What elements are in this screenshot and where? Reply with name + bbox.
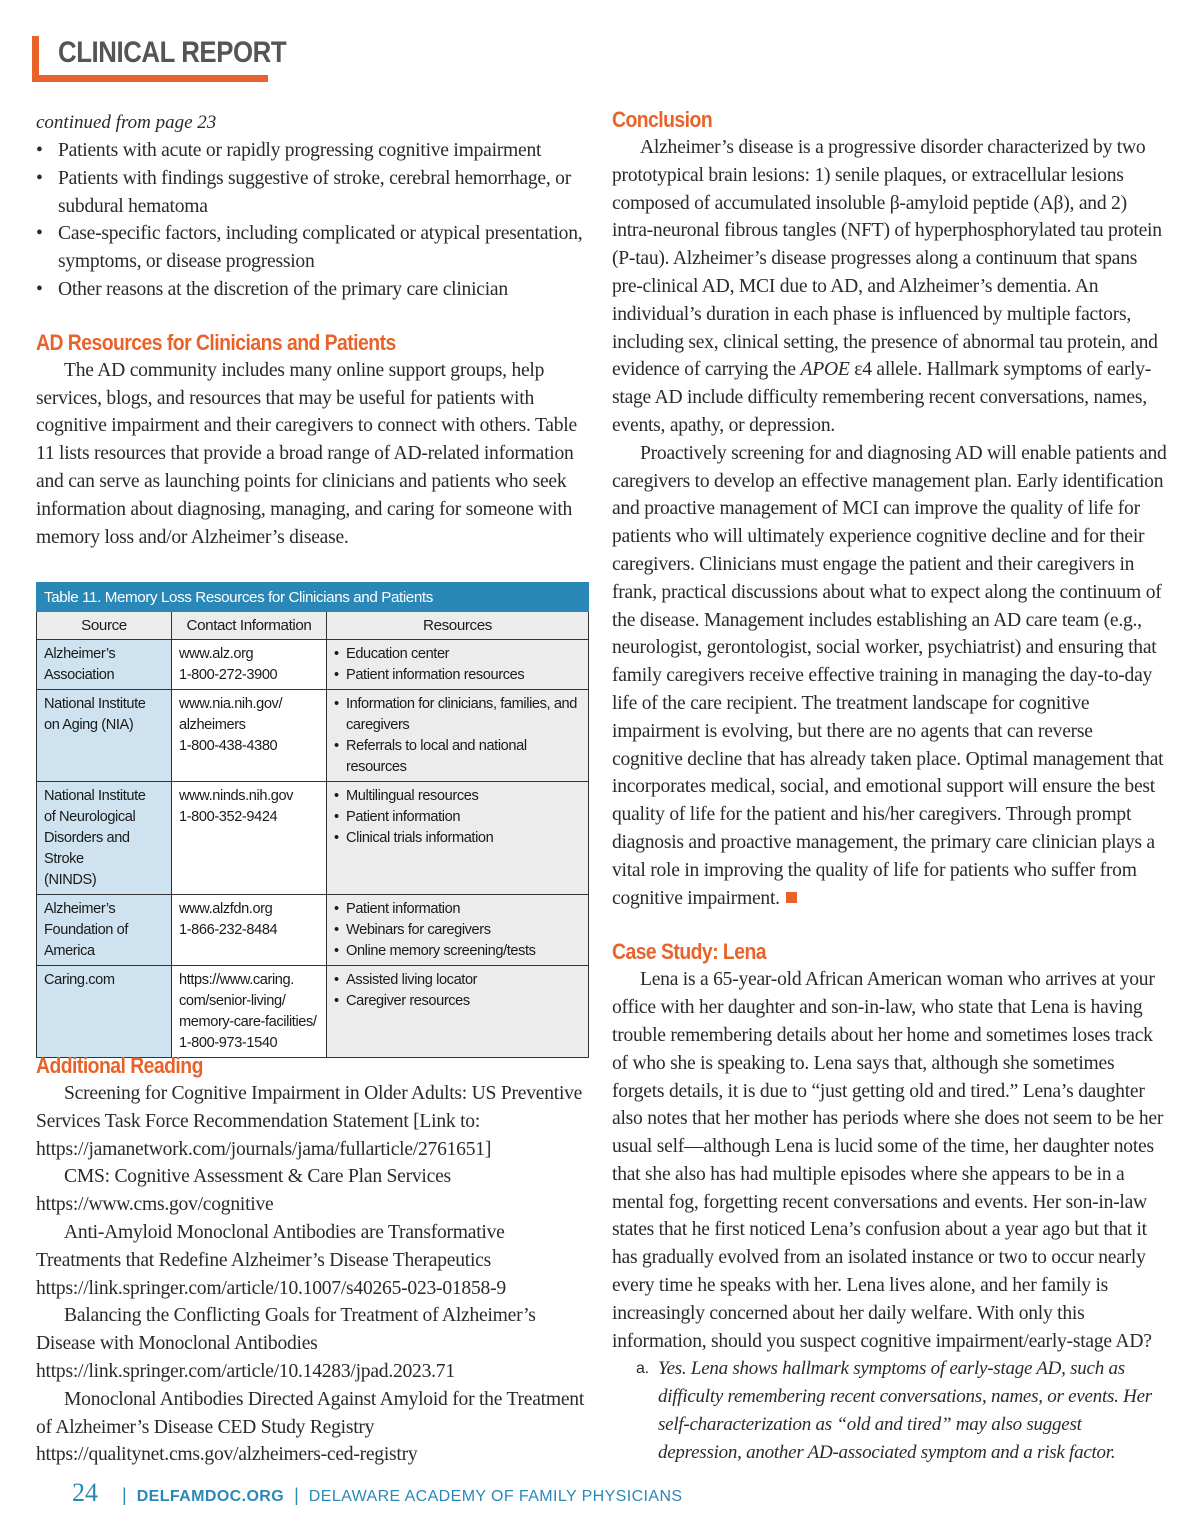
resources-cell bbox=[327, 640, 589, 690]
reading-item: Anti-Amyloid Monoclonal Antibodies are Transformative Treatments that Redefine Alzheimer’s Disease Therapeutics https://link.springer.com/article/10.1007/s40265-023-01858-9 bbox=[36, 1221, 506, 1299]
list-item: • Patients with findings suggestive of stroke, cerebral hemorrhage, or subdural hematoma bbox=[36, 165, 592, 221]
website-link[interactable]: www.ninds.nih.gov bbox=[179, 788, 294, 804]
conclusion-text-end: ε4 allele. Hallmark symptoms of early-stage AD include difficulty remembering recent conversations, names, events, apathy, or depression. bbox=[612, 359, 1152, 436]
source-cell bbox=[37, 895, 172, 966]
source-line: America bbox=[44, 943, 95, 959]
website-link[interactable]: memory-care-facilities/ bbox=[179, 1014, 317, 1030]
continued-note: continued from page 23 bbox=[36, 112, 217, 133]
contact-cell bbox=[172, 690, 327, 782]
source-line: (NINDS) bbox=[44, 872, 97, 888]
column-header-resources: Resources bbox=[327, 612, 589, 640]
reading-item: Balancing the Conflicting Goals for Treatment of Alzheimer’s Disease with Monoclonal Antibodies https://link.springer.com/article/10.14283/jpad.2023.71 bbox=[36, 1305, 536, 1382]
source-line: Alzheimer’s bbox=[44, 901, 116, 917]
source-cell bbox=[37, 640, 172, 690]
phone-number: 1-800-973-1540 bbox=[179, 1035, 278, 1051]
right-column bbox=[612, 106, 1168, 1467]
resource-item: • Patient information resources bbox=[334, 665, 582, 686]
source-line: Caring.com bbox=[44, 972, 115, 988]
table-row bbox=[37, 966, 589, 1058]
reading-item: Screening for Cognitive Impairment in Older Adults: US Preventive Services Task Force Recommendation Statement [Link to: https://jamanetwork.com/journals/jama/fullarticle/2761651] bbox=[36, 1083, 583, 1160]
resource-item: • Education center bbox=[334, 644, 582, 665]
case-study-heading: Case Study: Lena bbox=[612, 939, 767, 965]
phone-number: 1-866-232-8484 bbox=[179, 922, 278, 938]
report-header bbox=[32, 36, 287, 82]
reading-item: CMS: Cognitive Assessment & Care Plan Services https://www.cms.gov/cognitive bbox=[36, 1166, 451, 1216]
table-row bbox=[37, 640, 589, 690]
source-line: on Aging (NIA) bbox=[44, 717, 134, 733]
end-mark-icon bbox=[786, 892, 797, 903]
phone-number: 1-800-438-4380 bbox=[179, 738, 278, 754]
additional-reading-section bbox=[36, 1052, 592, 1469]
additional-reading-heading: Additional Reading bbox=[36, 1053, 203, 1078]
footer-site-link[interactable]: DELFAMDOC.ORG bbox=[136, 1488, 285, 1505]
source-line: National Institute bbox=[44, 696, 146, 712]
footer-divider: | bbox=[122, 1485, 127, 1505]
phone-number: 1-800-272-3900 bbox=[179, 667, 278, 683]
resource-item: • Referrals to local and national resources bbox=[334, 736, 582, 778]
table-caption: Table 11. Memory Loss Resources for Clinicians and Patients bbox=[37, 583, 589, 612]
website-link[interactable]: https://www.caring. bbox=[179, 972, 294, 988]
conclusion-paragraph-2 bbox=[612, 440, 1168, 913]
resource-item: • Webinars for caregivers bbox=[334, 920, 582, 941]
ad-resources-heading: AD Resources for Clinicians and Patients bbox=[36, 329, 396, 355]
footer-org-name: DELAWARE ACADEMY OF FAMILY PHYSICIANS bbox=[308, 1488, 683, 1505]
source-cell bbox=[37, 966, 172, 1058]
table-row bbox=[37, 895, 589, 966]
resources-table bbox=[36, 582, 589, 1058]
resource-item: • Multilingual resources bbox=[334, 786, 582, 807]
resource-item: • Assisted living locator bbox=[334, 970, 582, 991]
list-item: • Patients with acute or rapidly progressing cognitive impairment bbox=[36, 137, 592, 165]
resource-item: • Information for clinicians, families, and caregivers bbox=[334, 694, 582, 736]
source-line: Foundation of bbox=[44, 922, 129, 938]
resource-item: • Clinical trials information bbox=[334, 828, 582, 849]
website-link[interactable]: www.alzfdn.org bbox=[179, 901, 273, 917]
list-item: • Case-specific factors, including complicated or atypical presentation, symptoms, or disease progression bbox=[36, 220, 592, 276]
resources-cell bbox=[327, 895, 589, 966]
column-header-contact: Contact Information bbox=[172, 612, 327, 640]
reading-item: Monoclonal Antibodies Directed Against Amyloid for the Treatment of Alzheimer’s Disease CED Study Registry https://qualitynet.cms.gov/alzheimers-ced-registry bbox=[36, 1388, 585, 1466]
contact-cell bbox=[172, 966, 327, 1058]
page-footer bbox=[72, 1478, 683, 1508]
contact-cell bbox=[172, 640, 327, 690]
website-link[interactable]: com/senior-living/ bbox=[179, 993, 286, 1009]
left-column bbox=[36, 110, 592, 551]
source-cell bbox=[37, 690, 172, 782]
section-title: CLINICAL REPORT bbox=[58, 36, 287, 69]
answer-marker: a. bbox=[636, 1360, 649, 1378]
source-line: Alzheimer’s bbox=[44, 646, 116, 662]
conclusion-text: Alzheimer’s disease is a progressive disorder characterized by two prototypical brain lesions: 1) senile plaques, or extracellular lesions composed of accumulated insoluble β-amyloid peptide (Aβ), and 2) intra-neuronal fibrous tangles (NFT) of hyperphosphorylated tau protein (P-tau). Alzheimer’s disease progresses along a continuum that spans pre-clinical AD, MCI due to AD, and Alzheimer’s dementia. An individual’s duration in each phase is influenced by multiple factors, including sex, clinical setting, the presence of abnormal tau protein, and evidence of carrying the bbox=[612, 137, 1162, 381]
contact-cell bbox=[172, 895, 327, 966]
conclusion-heading: Conclusion bbox=[612, 107, 713, 132]
list-item: • Other reasons at the discretion of the primary care clinician bbox=[36, 276, 592, 304]
answer-item bbox=[612, 1355, 1168, 1466]
phone-number: 1-800-352-9424 bbox=[179, 809, 278, 825]
source-line: Disorders and Stroke bbox=[44, 830, 130, 867]
answer-text: Yes. Lena shows hallmark symptoms of early-stage AD, such as difficulty remembering recent conversations, names, or events. Her self-characterization as “old and tired” may also suggest depression, another AD-associated symptom and a risk factor. bbox=[658, 1358, 1152, 1463]
resource-item: • Online memory screening/tests bbox=[334, 941, 582, 962]
table-row bbox=[37, 782, 589, 895]
resource-item: • Caregiver resources bbox=[334, 991, 582, 1012]
resource-item: • Patient information bbox=[334, 899, 582, 920]
header-accent-underline bbox=[32, 75, 268, 82]
resources-cell bbox=[327, 966, 589, 1058]
case-study-paragraph: Lena is a 65-year-old African American woman who arrives at your office with her daughter and son-in-law, who state that Lena is having trouble remembering details about her home and sometimes loses track of who she is speaking to. Lena says that, although she sometimes forgets details, it is due to “just getting old and tired.” Lena’s daughter also notes that her mother has periods where she does not seem to be her usual self—although Lena is lucid some of the time, her daughter notes that she also has had multiple episodes where she appears to be in a mental fog, forgetting recent conversations and events. Her son-in-law states that he first noticed Lena’s confusion about a year ago but that it has gradually evolved from an isolated instance or two to occur nearly every time he speaks with her. Lena lives alone, and her family is increasingly concerned about her daily welfare. With only this information, should you suspect cognitive impairment/early-stage AD? bbox=[612, 969, 1164, 1352]
source-line: National Institute bbox=[44, 788, 146, 804]
website-link[interactable]: www.nia.nih.gov/ bbox=[179, 696, 283, 712]
resource-item: • Patient information bbox=[334, 807, 582, 828]
website-link[interactable]: www.alz.org bbox=[179, 646, 254, 662]
source-cell bbox=[37, 782, 172, 895]
resources-cell bbox=[327, 782, 589, 895]
column-header-source: Source bbox=[37, 612, 172, 640]
page-number: 24 bbox=[72, 1478, 98, 1507]
footer-divider: | bbox=[294, 1485, 299, 1505]
contact-cell bbox=[172, 782, 327, 895]
table-row bbox=[37, 690, 589, 782]
gene-name: APOE bbox=[800, 359, 850, 381]
website-link[interactable]: alzheimers bbox=[179, 717, 246, 733]
resources-cell bbox=[327, 690, 589, 782]
source-line: Association bbox=[44, 667, 115, 683]
source-line: of Neurological bbox=[44, 809, 136, 825]
conclusion-text: Proactively screening for and diagnosing AD will enable patients and caregivers to develop an effective management plan. Early identification and proactive management of MCI can improve the quality of life for patients who will ultimately experience cognitive decline and for their caregivers. Clinicians must engage the patient and their caregivers in frank, practical discussions about what to expect along the continuum of the disease. Management includes establishing an AD care team (e.g., neurologist, gerontologist, social worker, psychiatrist) and ensuring that family caregivers receive effective training in managing the day-to-day life of the care recipient. The treatment landscape for cognitive impairment is evolving, but there are no agents that can reverse cognitive decline that has already taken place. Optimal management that incorporates medical, social, and emotional support will ensure the best quality of life for the patient and his/her caregivers. Through prompt diagnosis and proactive management, the primary care clinician plays a vital role in improving the quality of life for patients who suffer from cognitive impairment. bbox=[612, 442, 1167, 909]
conclusion-paragraph-1 bbox=[612, 134, 1168, 440]
ad-resources-paragraph: The AD community includes many online support groups, help services, blogs, and resources that may be useful for patients with cognitive impairment and their caregivers to connect with others. Table 11 lists resources that provide a broad range of AD-related information and can serve as launching points for clinicians and patients who seek information about diagnosing, managing, and caring for someone with memory loss and/or Alzheimer’s disease. bbox=[36, 359, 577, 548]
referral-list bbox=[36, 137, 592, 304]
